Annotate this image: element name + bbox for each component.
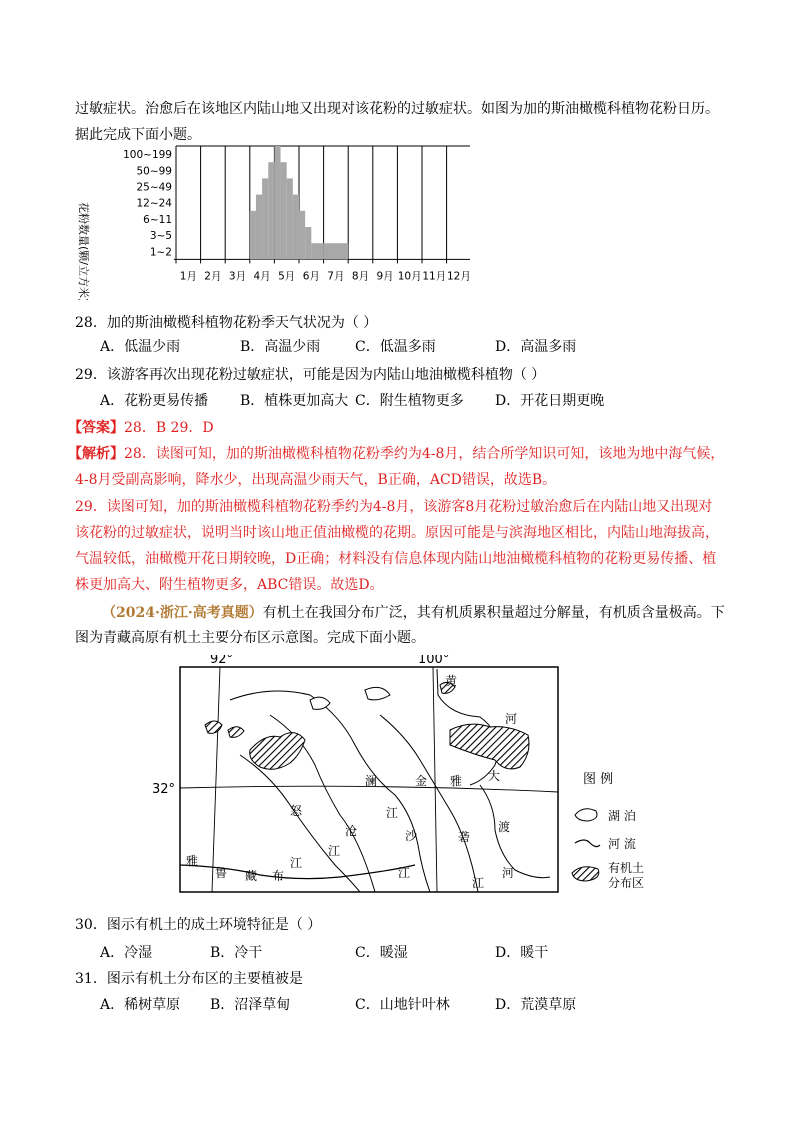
organic-soil-area <box>450 724 529 769</box>
label-sha: 沙 <box>405 829 418 843</box>
q31-stem: 31．图示有机土分布区的主要植被是 <box>75 971 303 987</box>
legend-title: 图 例 <box>583 772 614 787</box>
chart-x-tick-label: 7月 <box>327 270 345 283</box>
passage2-line-1 <box>102 602 725 622</box>
chart-x-tick-label: 10月 <box>397 270 422 283</box>
chart-x-tick-label: 11月 <box>422 270 447 283</box>
q31-option-a[interactable]: A．稀树草原 <box>100 997 181 1013</box>
label-long: 砻 <box>458 830 471 844</box>
meridian-100 <box>433 667 437 892</box>
q29-option-b[interactable]: B．植株更加高大 <box>240 393 349 409</box>
chart-x-tick-label: 1月 <box>179 270 197 283</box>
q28-option-a[interactable]: A．低温少雨 <box>100 339 181 355</box>
label-jin: 金 <box>415 774 428 788</box>
label-jiang-3: 江 <box>472 876 485 890</box>
pollen-chart-svg <box>70 140 470 300</box>
label-lan: 澜 <box>365 774 378 788</box>
legend-lake-icon <box>575 809 597 821</box>
pollen-bar <box>299 211 305 260</box>
label-yarlung-1: 雅 <box>186 854 199 868</box>
chart-y-tick-label: 12~24 <box>136 197 172 210</box>
chart-y-tick-label: 6~11 <box>143 213 172 226</box>
legend-organic-soil-icon <box>572 867 599 881</box>
lon-92-label: 92° <box>210 655 234 667</box>
chart-y-tick-label: 3~5 <box>149 230 172 243</box>
legend-river-icon <box>575 840 600 847</box>
passage2-text-1: 有机土在我国分布广泛，其有机质累积量超过分解量，有机质含量极高。下 <box>262 605 725 621</box>
passage2-source: （2024·浙江·高考真题） <box>102 605 263 621</box>
q30-option-a[interactable]: A．冷湿 <box>100 945 153 961</box>
intro-line-1: 过敏症状。治愈后在该地区内陆山地又出现对该花粉的过敏症状。如图为加的斯油橄榄科植物花粉日历。 <box>75 101 719 117</box>
legend-lake: 湖 泊 <box>608 809 636 823</box>
pollen-bar <box>324 243 349 259</box>
q29-stem: 29．该游客再次出现花粉过敏症状，可能是因为内陆山地油橄榄科植物（ ） <box>75 367 546 383</box>
organic-soil-area <box>250 733 305 770</box>
qinghai-tibet-organic-soil-map <box>150 655 670 909</box>
analysis-line-4: 该花粉的过敏症状，说明当时该山地正值油橄榄的花期。原因可能是与滨海地区相比，内陆山地海拔高， <box>75 525 719 541</box>
label-yarlung-2: 鲁 <box>215 866 228 880</box>
q31-option-d[interactable]: D．荒漠草原 <box>495 997 577 1013</box>
label-huang: 黄 <box>445 674 458 688</box>
pollen-bar <box>305 227 311 259</box>
q28-option-b[interactable]: B．高温少雨 <box>240 339 321 355</box>
map-svg <box>150 655 670 905</box>
jinsha-river <box>230 691 430 892</box>
chart-y-tick-label: 1~2 <box>149 246 172 259</box>
organic-soil-area <box>228 727 244 738</box>
analysis-line-2: 4-8月受副高影响，降水少，出现高温少雨天气，B正确，ACD错误，故选B。 <box>75 472 557 488</box>
q28-option-d[interactable]: D．高温多雨 <box>495 339 577 355</box>
dadu-river <box>480 785 550 878</box>
pollen-bar <box>256 195 262 260</box>
answer-line <box>68 417 214 437</box>
chart-ylabel: 花粉数量(颗/立方米) <box>77 202 90 300</box>
chart-y-tick-label: 100~199 <box>123 149 172 162</box>
q28-stem: 28．加的斯油橄榄科植物花粉季天气状况为（ ） <box>75 315 378 331</box>
label-he-2: 河 <box>502 866 515 880</box>
chart-x-tick-label: 2月 <box>204 270 222 283</box>
label-nu: 怒 <box>290 804 303 818</box>
pollen-bar <box>262 178 268 259</box>
pollen-bar <box>287 178 293 259</box>
q30-option-b[interactable]: B．冷干 <box>210 945 263 961</box>
label-yarlung-3: 藏 <box>245 869 258 883</box>
q30-option-d[interactable]: D．暖干 <box>495 945 549 961</box>
pollen-bar <box>268 162 274 259</box>
chart-x-tick-label: 12月 <box>446 270 470 283</box>
q29-option-a[interactable]: A．花粉更易传播 <box>100 393 209 409</box>
chart-x-tick-label: 8月 <box>351 270 370 283</box>
q29-option-d[interactable]: D．开花日期更晚 <box>495 393 605 409</box>
q30-option-c[interactable]: C．暖湿 <box>355 945 408 961</box>
chart-y-tick-label: 50~99 <box>136 165 172 178</box>
pollen-calendar-chart <box>70 140 470 304</box>
legend-river: 河 流 <box>608 837 636 851</box>
organic-soil-area <box>205 721 222 733</box>
q29-option-c[interactable]: C．附生植物更多 <box>355 393 464 409</box>
analysis-line-1 <box>68 443 724 463</box>
label-yarlung-4: 布 <box>272 869 285 883</box>
label-jiang-4: 江 <box>386 806 399 820</box>
answer-text: 28．B 29．D <box>124 420 214 436</box>
answer-tag: 【答案】 <box>68 420 124 436</box>
pollen-bar <box>250 211 256 260</box>
q30-stem: 30．图示有机土的成土环境特征是（ ） <box>75 917 322 933</box>
meridian-92 <box>212 667 220 892</box>
analysis-tag: 【解析】 <box>68 446 124 462</box>
label-cang: 沧 <box>345 824 358 838</box>
lat-32-label: 32° <box>152 782 176 797</box>
legend-soil-2: 分布区 <box>608 876 645 890</box>
label-jiang-5: 江 <box>290 856 303 870</box>
q31-option-b[interactable]: B．沼泽草甸 <box>210 997 291 1013</box>
label-du: 渡 <box>498 820 511 834</box>
label-jiang-2: 江 <box>398 866 411 880</box>
pollen-bar <box>274 146 280 259</box>
pollen-bar <box>311 243 323 259</box>
chart-y-tick-label: 25~49 <box>136 181 172 194</box>
analysis-line-3: 29．读图可知，加的斯油橄榄科植物花粉季约为4-8月，该游客8月花粉过敏治愈后在内陆山地又出现对 <box>75 499 713 515</box>
q28-option-c[interactable]: C．低温多雨 <box>355 339 436 355</box>
label-ya: 雅 <box>450 774 463 788</box>
analysis-line-6: 株更加高大、附生植物更多，ABC错误。故选D。 <box>75 577 384 593</box>
q31-option-c[interactable]: C．山地针叶林 <box>355 997 450 1013</box>
nu-river <box>240 755 360 892</box>
lon-100-label: 100° <box>418 655 450 667</box>
lake <box>365 687 390 699</box>
chart-x-tick-label: 9月 <box>376 270 394 283</box>
intro-line-2: 据此完成下面小题。 <box>75 127 201 143</box>
label-da: 大 <box>488 769 501 783</box>
analysis-line-5: 气温较低，油橄榄开花日期较晚，D正确；材料没有信息体现内陆山地油橄榄科植物的花粉更易传播、植 <box>75 551 717 567</box>
chart-x-tick-label: 6月 <box>302 270 320 283</box>
pollen-bar <box>281 162 287 259</box>
pollen-bar <box>293 195 299 260</box>
label-he: 河 <box>505 712 518 726</box>
chart-x-tick-label: 5月 <box>278 270 296 283</box>
legend-soil-1: 有机土 <box>608 861 645 875</box>
passage2-line-2: 图为青藏高原有机土主要分布区示意图。完成下面小题。 <box>75 630 425 646</box>
chart-x-tick-label: 3月 <box>228 270 247 283</box>
analysis-text-1: 28．读图可知，加的斯油橄榄科植物花粉季约为4-8月，结合所学知识可知，该地为地中海气候， <box>124 446 725 462</box>
label-jiang-1: 江 <box>328 844 341 858</box>
chart-x-tick-label: 4月 <box>253 270 271 283</box>
